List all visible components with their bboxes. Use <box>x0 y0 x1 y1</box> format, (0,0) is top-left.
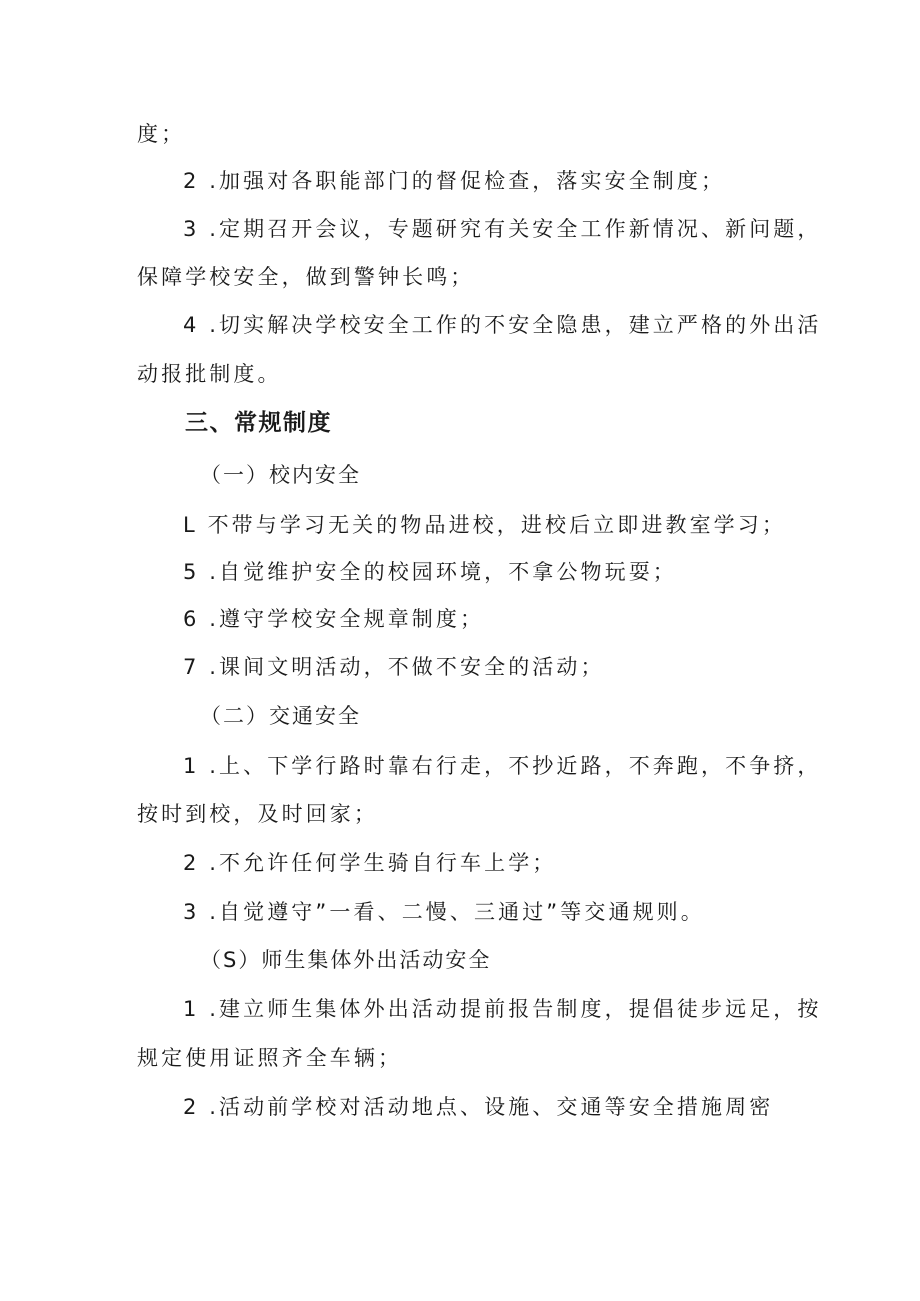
list-item: 5 .自觉维护安全的校园环境，不拿公物玩耍； <box>183 560 677 584</box>
list-item: 3 .定期召开会议，专题研究有关安全工作新情况、新问题， <box>183 217 822 241</box>
text-line: 规定使用证照齐全车辆； <box>137 1046 403 1070</box>
list-item: 1 .建立师生集体外出活动提前报告制度，提倡徒步远足，按 <box>183 997 822 1021</box>
list-item: 2 .活动前学校对活动地点、设施、交通等安全措施周密 <box>183 1095 774 1119</box>
text-line: 保障学校安全，做到警钟长鸣； <box>137 265 475 289</box>
list-item: 2 .不允许任何学生骑自行车上学； <box>183 851 557 875</box>
list-item: 1 .上、下学行路时靠右行走，不抄近路，不奔跑，不争挤， <box>183 754 822 778</box>
subsection-heading: （二）交通安全 <box>200 704 361 728</box>
list-item: 6 .遵守学校安全规章制度； <box>183 607 485 631</box>
list-item: L 不带与学习无关的物品进校，进校后立即进教室学习； <box>183 513 786 537</box>
list-item: 2 .加强对各职能部门的督促检查，落实安全制度； <box>183 169 726 193</box>
text-line: 按时到校，及时回家； <box>137 802 378 826</box>
section-heading: 三、常规制度 <box>185 410 332 436</box>
list-item: 4 .切实解决学校安全工作的不安全隐患，建立严格的外出活 <box>183 313 822 337</box>
subsection-heading: （一）校内安全 <box>200 463 361 487</box>
text-line: 度； <box>137 122 186 146</box>
list-item: 7 .课间文明活动，不做不安全的活动； <box>183 655 605 679</box>
text-line: 动报批制度。 <box>137 362 282 386</box>
list-item: 3 .自觉遵守”一看、二慢、三通过”等交通规则。 <box>183 900 705 924</box>
subsection-heading: （S）师生集体外出活动安全 <box>200 948 492 972</box>
